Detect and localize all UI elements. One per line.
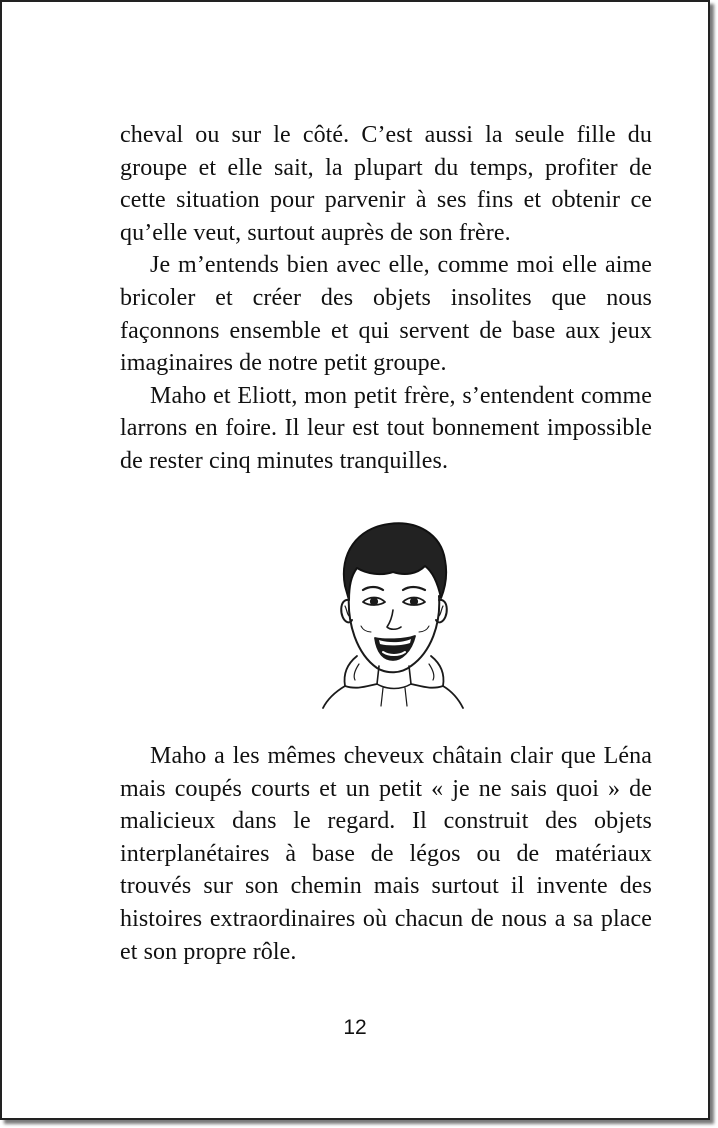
text-block-bottom (120, 740, 652, 968)
paragraph-maho-eliott: Maho et Eliott, mon petit frère, s’entendent comme larrons en foire. Il leur est tout bonnement impossible de rester cinq minutes tranquilles. (120, 382, 652, 474)
paragraph-friendship: Je m’entends bien avec elle, comme moi elle aime bricoler et créer des objets insolites que nous façonnons ensemble et qui servent de base aux jeux imaginaires de notre petit groupe. (120, 252, 652, 377)
paragraph-maho-description: Maho a les mêmes cheveux châtain clair que Léna mais coupés courts et un petit « je ne sais quoi » de malicieux dans le regard. Il construit des objets interplanétaires à base de légos ou de matériaux trouvés sur son chemin mais surtout il invente des histoires extraordinaires où chacun de nous a sa place et son propre rôle. (120, 743, 652, 965)
boy-portrait-illustration (317, 514, 467, 709)
page-number: 12 (343, 1016, 367, 1039)
smiling-boy-icon (317, 514, 467, 709)
paragraph-continued: cheval ou sur le côté. C’est aussi la seule fille du groupe et elle sait, la plupart du temps, profiter de cette situation pour parvenir à ses fins et obtenir ce qu’elle veut, surtout auprès de son frère. (120, 122, 652, 246)
text-block-top (120, 119, 652, 478)
